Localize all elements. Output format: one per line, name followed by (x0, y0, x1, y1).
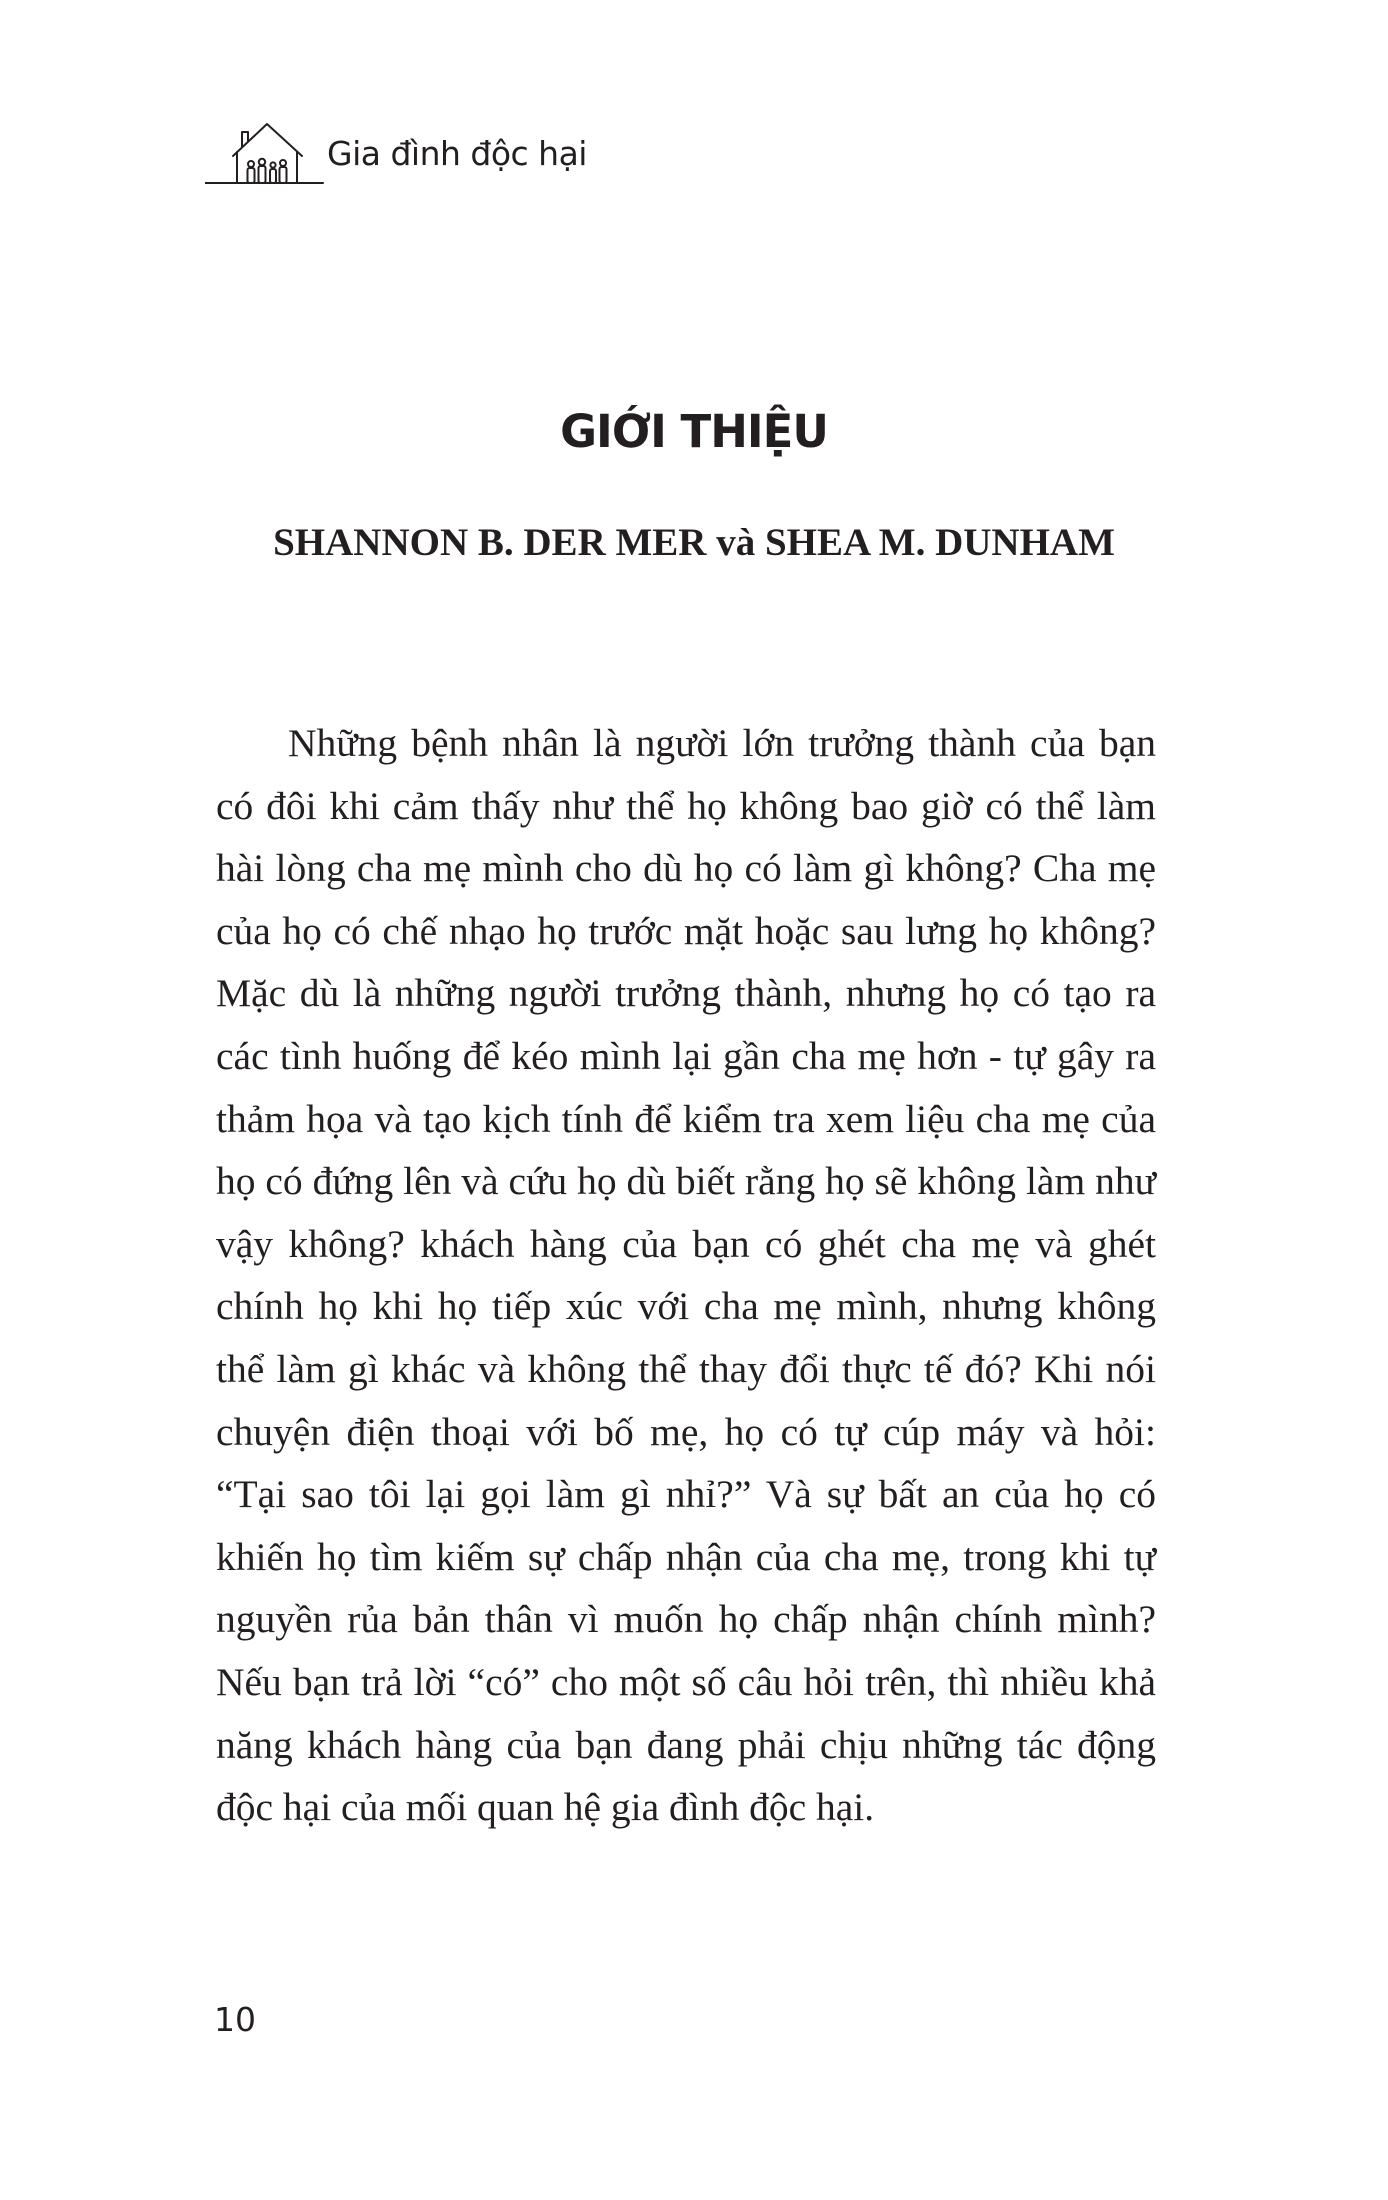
running-header (205, 112, 605, 192)
body-paragraph: Những bệnh nhân là người lớn trưởng thành của bạn có đôi khi cảm thấy như thể họ không bao giờ có thể làm hài lòng cha mẹ mình cho dù họ có làm gì không? Cha mẹ của họ có chế nhạo họ trước mặt hoặc sau lưng họ không? Mặc dù là những người trưởng thành, nhưng họ có tạo ra các tình huống để kéo mình lại gần cha mẹ hơn - tự gây ra thảm họa và tạo kịch tính để kiểm tra xem liệu cha mẹ của họ có đứng lên và cứu họ dù biết rằng họ sẽ không làm như vậy không? khách hàng của bạn có ghét cha mẹ và ghét chính họ khi họ tiếp xúc với cha mẹ mình, nhưng không thể làm gì khác và không thể thay đổi thực tế đó? Khi nói chuyện điện thoại với bố mẹ, họ có tự cúp máy và hỏi: “Tại sao tôi lại gọi làm gì nhỉ?” Và sự bất an của họ có khiến họ tìm kiếm sự chấp nhận của cha mẹ, trong khi tự nguyền rủa bản thân vì muốn họ chấp nhận chính mình? Nếu bạn trả lời “có” cho một số câu hỏi trên, thì nhiều khả năng khách hàng của bạn đang phải chịu những tác động độc hại của mối quan hệ gia đình độc hại. (216, 721, 1156, 1830)
house-family-icon (205, 112, 325, 186)
chapter-authors: SHANNON B. DER MER và SHEA M. DUNHAM (273, 521, 1115, 564)
chapter-title: GIỚI THIỆU (560, 405, 828, 458)
running-header-title: Gia đình độc hại (327, 134, 587, 173)
page-number: 10 (214, 2000, 256, 2039)
